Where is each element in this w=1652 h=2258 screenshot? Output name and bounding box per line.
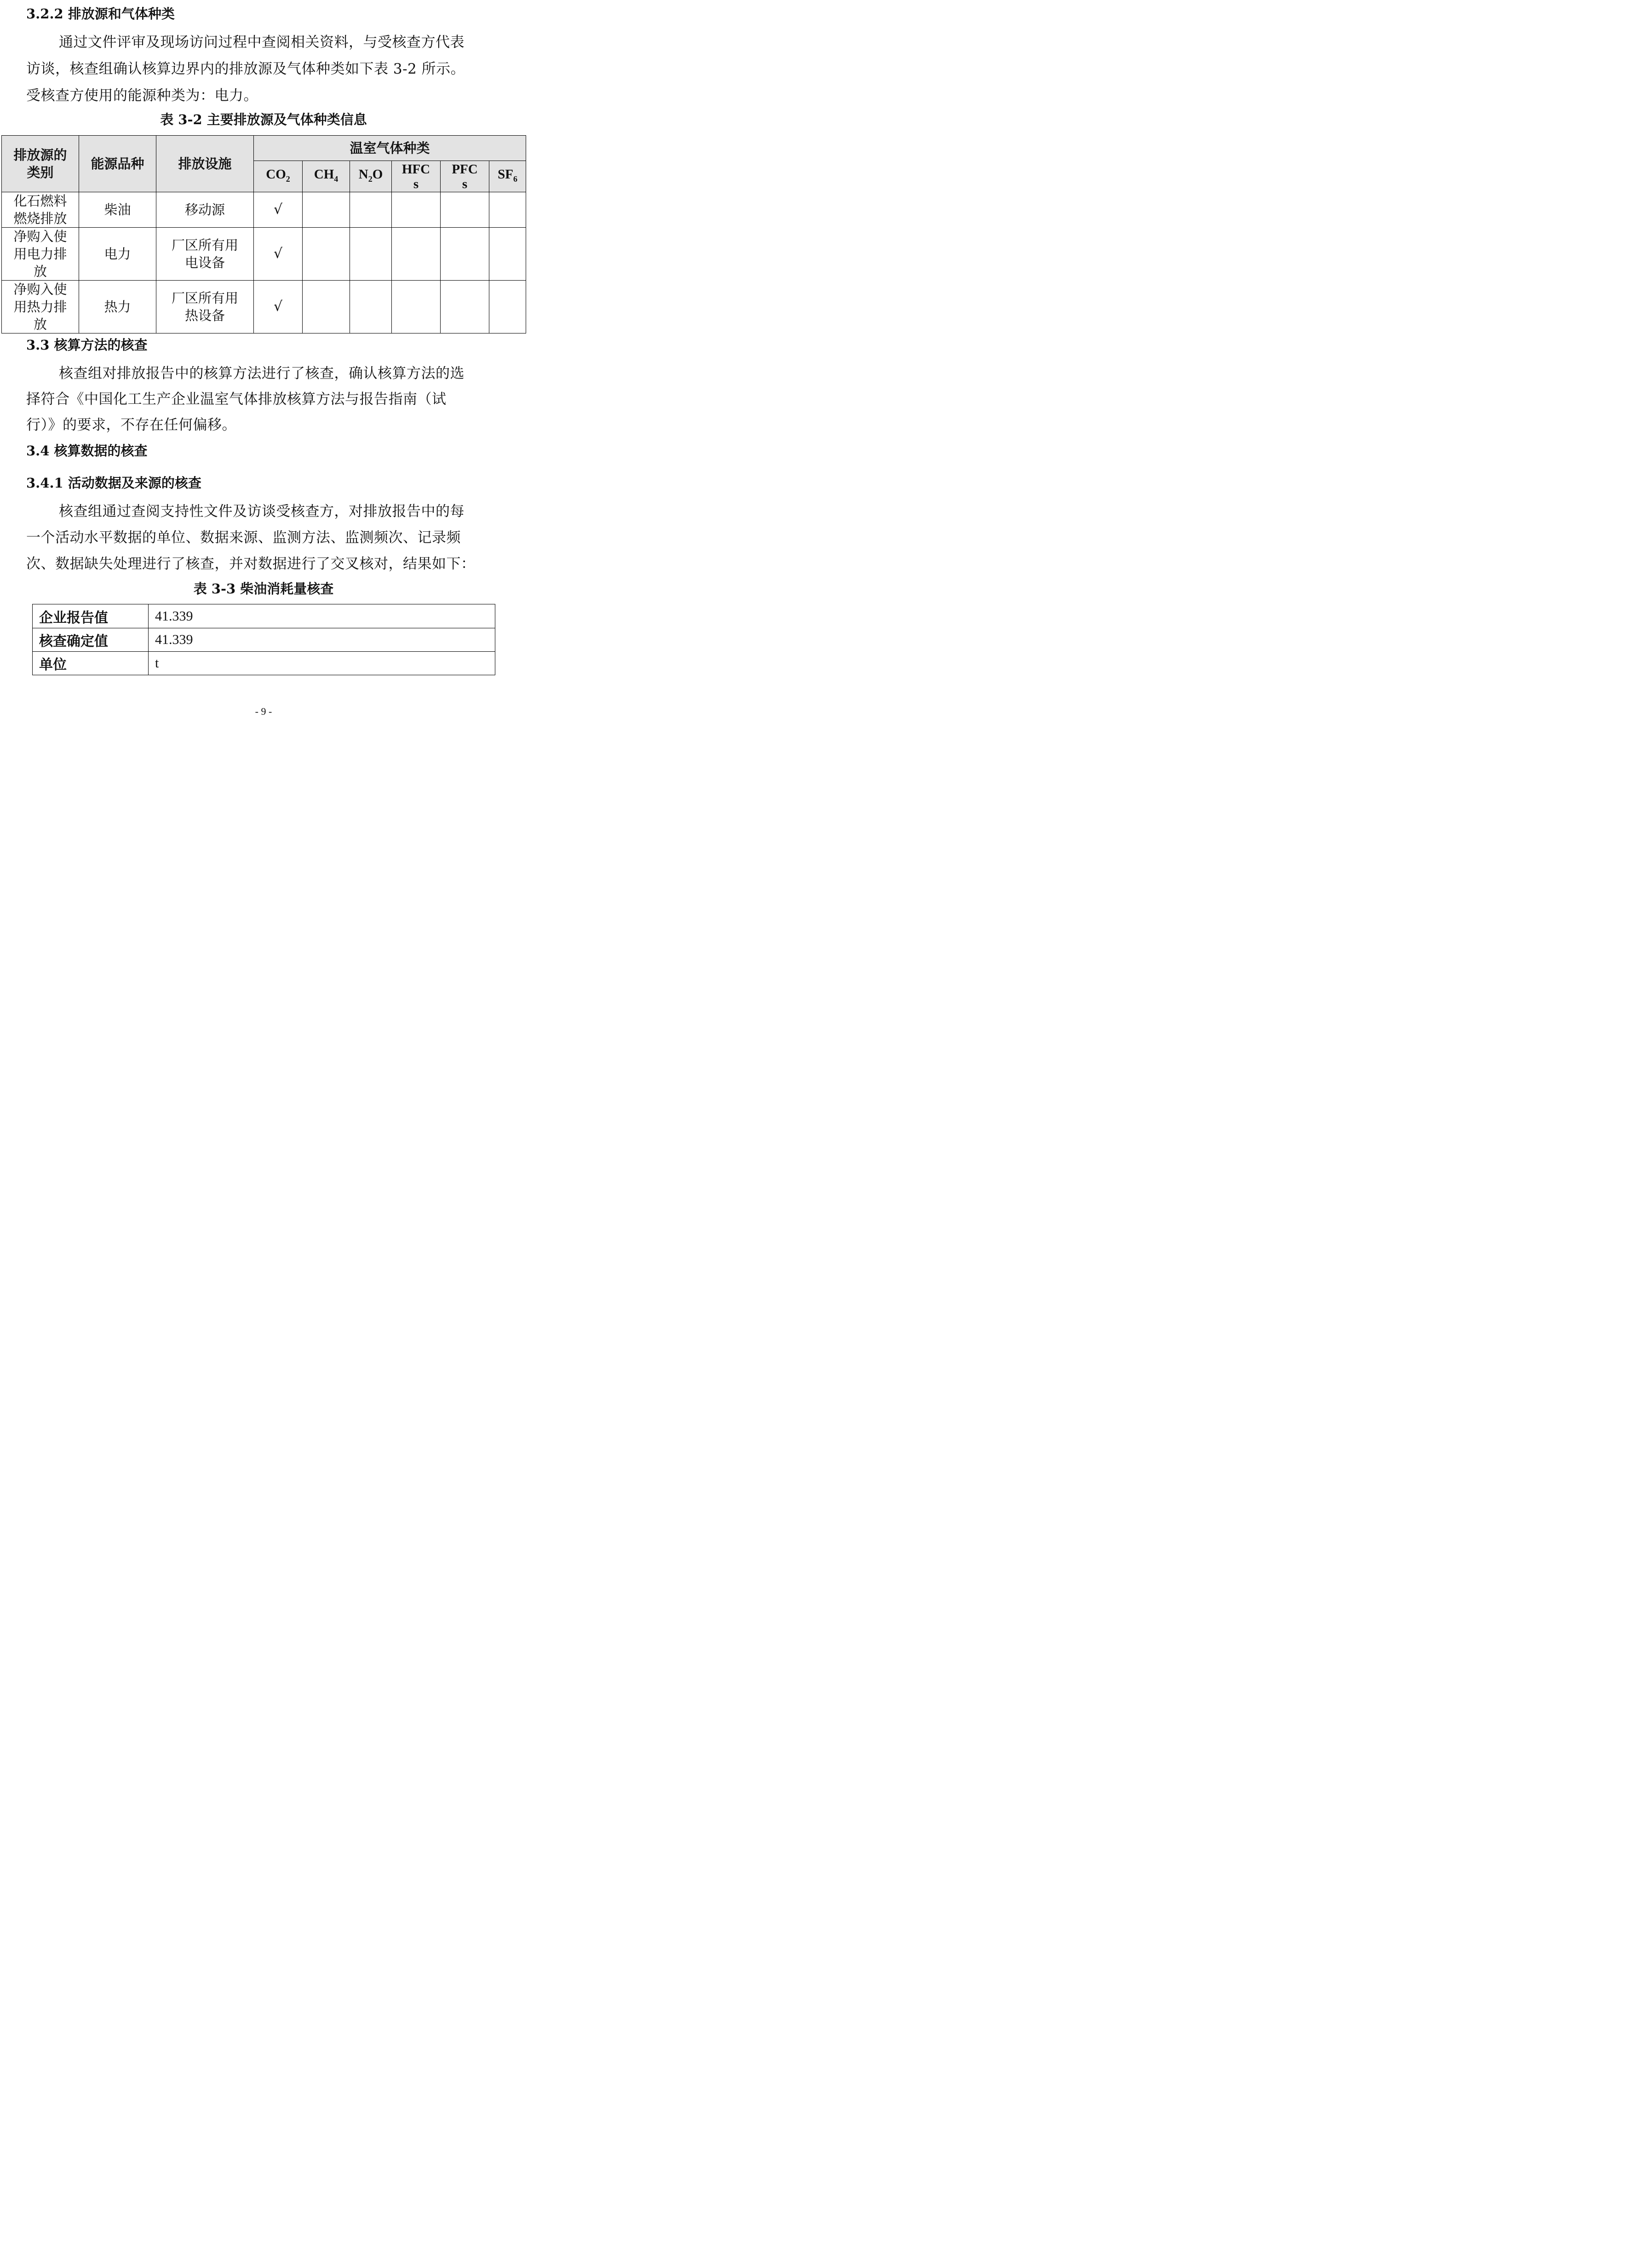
table-row (33, 652, 495, 675)
header-sf6: $SF_6$ (489, 161, 526, 192)
paragraph-line: 核查组通过查阅支持性文件及访谈受核查方，对排放报告中的每 (59, 503, 465, 520)
cell-energy: 电力 (79, 228, 156, 281)
cell-facility: 厂区所有用 电设备 (156, 228, 254, 281)
diesel-consumption-table (32, 604, 495, 675)
section-heading-3-3: 3.3 核算方法的核查 (26, 337, 148, 353)
paragraph-line: 次、数据缺失处理进行了核查，并对数据进行了交叉核对，结果如下： (26, 556, 476, 572)
table-row (33, 628, 495, 652)
header-ghg-types: 温室气体种类 (254, 136, 526, 161)
cell-category: 净购入使 用热力排 放 (2, 281, 79, 333)
table-row (33, 604, 495, 628)
section-heading-3-4: 3.4 核算数据的核查 (26, 443, 148, 459)
row-value: 41.339 (149, 604, 495, 628)
page-number: - 9 - (255, 706, 272, 717)
paragraph-line: 一个活动水平数据的单位、数据来源、监测方法、监测频次、记录频 (26, 529, 461, 546)
table-3-2-caption: 表 3-2 主要排放源及气体种类信息 (160, 112, 367, 127)
cell-facility: 移动源 (156, 192, 254, 228)
header-source-category: 排放源的 类别 (2, 136, 79, 192)
cell-energy: 热力 (79, 281, 156, 333)
row-key: 企业报告值 (33, 604, 149, 628)
cell-category: 净购入使 用电力排 放 (2, 228, 79, 281)
paragraph-line: 核查组对排放报告中的核算方法进行了核查，确认核算方法的选 (59, 365, 465, 382)
cell-category: 化石燃料 燃烧排放 (2, 192, 79, 228)
paragraph-line: 受核查方使用的能源种类为：电力。 (26, 87, 258, 104)
paragraph-line: 访谈，核查组确认核算边界内的排放源及气体种类如下表 3-2 所示。 (26, 61, 465, 77)
row-value: t (149, 652, 495, 675)
row-key: 单位 (33, 652, 149, 675)
row-key: 核查确定值 (33, 628, 149, 652)
header-hfcs: HFC s (392, 161, 441, 192)
emission-sources-table (1, 135, 526, 333)
table-row (2, 192, 526, 228)
cell-facility: 厂区所有用 热设备 (156, 281, 254, 333)
cell-co2-check: √ (254, 281, 303, 333)
paragraph-line: 择符合《中国化工生产企业温室气体排放核算方法与报告指南（试 (26, 391, 447, 408)
header-pfcs: PFC s (441, 161, 489, 192)
cell-co2-check: √ (254, 228, 303, 281)
header-ch4: $CH_4$ (303, 161, 350, 192)
paragraph-line: 行）》的要求，不存在任何偏移。 (26, 417, 236, 433)
table-row (2, 281, 526, 333)
header-emission-facility: 排放设施 (156, 136, 254, 192)
section-heading-3-2-2: 3.2.2 排放源和气体种类 (26, 6, 175, 22)
section-heading-3-4-1: 3.4.1 活动数据及来源的核查 (26, 475, 201, 491)
row-value: 41.339 (149, 628, 495, 652)
paragraph-line: 通过文件评审及现场访问过程中查阅相关资料，与受核查方代表 (59, 34, 465, 51)
table-3-3-caption: 表 3-3 柴油消耗量核查 (193, 581, 334, 597)
cell-co2-check: √ (254, 192, 303, 228)
cell-energy: 柴油 (79, 192, 156, 228)
header-energy-type: 能源品种 (79, 136, 156, 192)
table-row (2, 228, 526, 281)
header-co2: $CO_2$ (254, 161, 303, 192)
header-n2o: $N_2O$ (350, 161, 392, 192)
